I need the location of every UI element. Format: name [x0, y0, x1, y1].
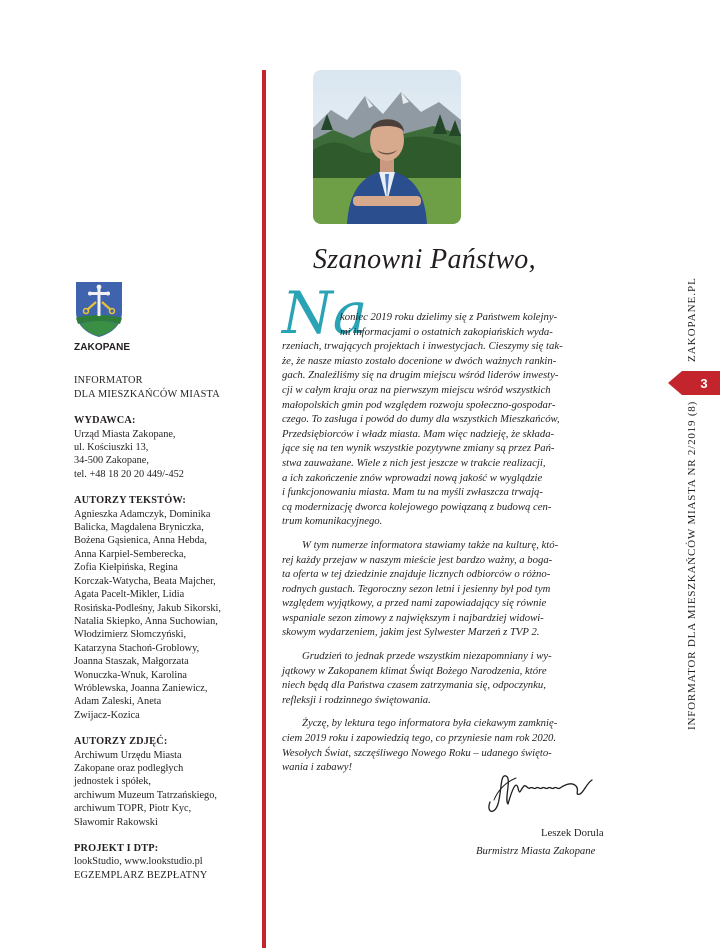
photos-line: archiwum Muzeum Tatrzańskiego, [74, 789, 217, 801]
publisher-section [74, 414, 254, 481]
text-line: jące się na ten wynik wszystkie pozytywne zmiany są przez Pań- [282, 442, 555, 455]
paragraph [282, 649, 652, 707]
text-line: a ich zakończenie znów wprowadzi nową jakość w wyglądzie [282, 471, 543, 484]
handwritten-signature [476, 760, 606, 820]
authors-line: Włodzimierz Słomczyński, [74, 629, 187, 641]
informator-line: DLA MIESZKAŃCÓW MIASTA [74, 388, 220, 400]
authors-line: Zwijacz-Kozica [74, 709, 140, 721]
text-line: W tym numerze informatora stawiamy także na kulturę, któ- [302, 538, 559, 551]
crest-name: ZAKOPANE [74, 342, 131, 353]
text-line: małopolskich gmin pod względem rozwoju społeczno-gospodar- [282, 398, 556, 411]
text-line: rodnych gustach. Tegoroczny sezon letni i jesienny był pod tym [282, 582, 551, 595]
text-line: niech będą dla Państwa czasem zatrzymania się, odpoczynku, [282, 679, 546, 692]
informator-label [74, 374, 254, 401]
photos-line: jednostek i spółek, [74, 776, 151, 788]
authors-section [74, 494, 254, 722]
page-tab-arrow-icon [668, 371, 682, 395]
text-line: ta oferta w tej dziedzinie znajduje licznych odbiorców o różno- [282, 568, 551, 581]
text-line: cą modernizację dworca kolejowego powiązaną z budową cen- [282, 500, 552, 513]
masthead-column [74, 280, 254, 869]
text-line: skowym wydarzeniem, jakim jest Sylwester Marzeń z TVP 2. [282, 626, 540, 639]
text-line: mi informacjami o ostatnich zakopiańskich wyda- [340, 325, 553, 338]
photos-title: AUTORZY ZDJĘĆ: [74, 736, 168, 748]
authors-line: Katarzyna Stachoń-Groblowy, [74, 642, 200, 654]
mayor-portrait-image [313, 70, 461, 224]
text-line: rej każdy przejaw w naszym mieście jest bardzo ważny, a boga- [282, 553, 553, 566]
text-line: czego. To zasługa i powód do dumy dla wszystkich Mieszkańców, [282, 413, 560, 426]
authors-line: Rosińska-Podleśny, Jakub Sikorski, [74, 602, 221, 614]
page-number: 3 [682, 371, 720, 395]
dtp-title: PROJEKT I DTP: [74, 843, 159, 854]
publisher-line: ul. Kościuszki 13, [74, 442, 149, 454]
letter-heading: Szanowni Państwo, [313, 244, 536, 275]
text-line: koniec 2019 roku dzielimy się z Państwem kolejny- [340, 311, 558, 323]
photos-line: Sławomir Rakowski [74, 816, 158, 828]
authors-line: Anna Karpiel-Semberecka, [74, 548, 187, 560]
text-line: trum komunikacyjnego. [282, 515, 383, 528]
text-line: ciem 2019 roku i zapowiedzią tego, co przyniesie nam rok 2020. [282, 732, 557, 745]
signer-name: Leszek Dorula [541, 827, 604, 839]
authors-line: Agata Pacelt-Mikler, Lidia [74, 589, 185, 601]
photos-line: Archiwum Urzędu Miasta [74, 749, 182, 761]
text-line: cji w całym kraju oraz na pierwszym miejscu wśród wszystkich [282, 383, 551, 396]
site-url: ZAKOPANE.PL [686, 277, 698, 362]
dtp-section [74, 842, 254, 869]
text-line: że, że nasze miasto zostało docenione w dwóch ważnych rankin- [282, 354, 557, 367]
text-line: i funkcjonowaniu miasta. Mam tu na myśli zwłaszcza trwają- [282, 486, 543, 499]
text-line: stwa zauważane. Wiele z nich jest jeszcze w trakcie realizacji, [282, 456, 546, 469]
publisher-line: tel. +48 18 20 20 449/-452 [74, 468, 184, 480]
text-line: względem wyjątkowy, a przed nami zapowiadający się równie [282, 597, 547, 610]
authors-line: Agnieszka Adamczyk, Dominika [74, 508, 211, 520]
text-line: Przedsiębiorców i władz miasta. Mam więc nadzieję, że składa- [282, 427, 555, 440]
column-divider [262, 70, 266, 948]
authors-line: Natalia Skiepko, Anna Suchowian, [74, 615, 218, 627]
drop-cap: Na [282, 279, 368, 347]
authors-line: Zofia Kiełpińska, Regina [74, 562, 178, 574]
authors-line: Adam Zaleski, Aneta [74, 696, 162, 708]
text-line: Grudzień to jednak przede wszystkim niezapomniany i wy- [302, 650, 552, 663]
authors-line: Joanna Staszak, Małgorzata [74, 656, 189, 668]
issue-title: INFORMATOR DLA MIESZKAŃCÓW MIASTA NR 2/2019 (8) [686, 400, 698, 730]
photos-line: Zakopane oraz podległych [74, 762, 184, 774]
authors-line: Wróblewska, Joanna Zaniewicz, [74, 682, 208, 694]
photos-line: archiwum TOPR, Piotr Kyc, [74, 803, 192, 815]
letter-body [282, 310, 652, 784]
text-line: gach. Znaleźliśmy się na drugim miejscu wśród liderów inwesty- [282, 369, 559, 382]
authors-line: Wonuczka-Wnuk, Karolina [74, 669, 187, 681]
text-line: rzeniach, trwających projektach i inwestycjach. Cieszymy się tak- [282, 340, 563, 353]
authors-line: Balicka, Magdalena Bryniczka, [74, 522, 204, 534]
text-line: jątkowy w Zakopanem klimat Świąt Bożego Narodzenia, które [282, 664, 547, 677]
publisher-line: Urząd Miasta Zakopane, [74, 428, 176, 440]
zakopane-coat-of-arms-icon [74, 280, 124, 338]
paragraph [282, 310, 652, 529]
publisher-title: WYDAWCA: [74, 415, 136, 427]
publisher-line: 34-500 Zakopane, [74, 455, 149, 467]
dtp-line: lookStudio, www.lookstudio.pl [74, 856, 203, 868]
text-line: Wesołych Świat, szczęśliwego Nowego Roku – udanego święto- [282, 746, 552, 759]
text-line: wspaniale sezon zimowy z największym i najbardziej widowi- [282, 611, 544, 624]
text-line: refleksji i rodzinnego świętowania. [282, 693, 431, 706]
free-copy-note: EGZEMPLARZ BEZPŁATNY [74, 870, 208, 881]
text-line: wania i zabawy! [282, 761, 353, 774]
text-line: Życzę, by lektura tego informatora była ciekawym zamknię- [302, 717, 558, 730]
photos-section [74, 735, 254, 829]
signer-role: Burmistrz Miasta Zakopane [476, 845, 596, 857]
authors-title: AUTORZY TEKSTÓW: [74, 495, 187, 507]
informator-line: INFORMATOR [74, 375, 143, 387]
authors-line: Korczak-Watycha, Beata Majcher, [74, 575, 216, 587]
authors-line: Bożena Gąsienica, Anna Hebda, [74, 535, 207, 547]
paragraph [282, 538, 652, 640]
